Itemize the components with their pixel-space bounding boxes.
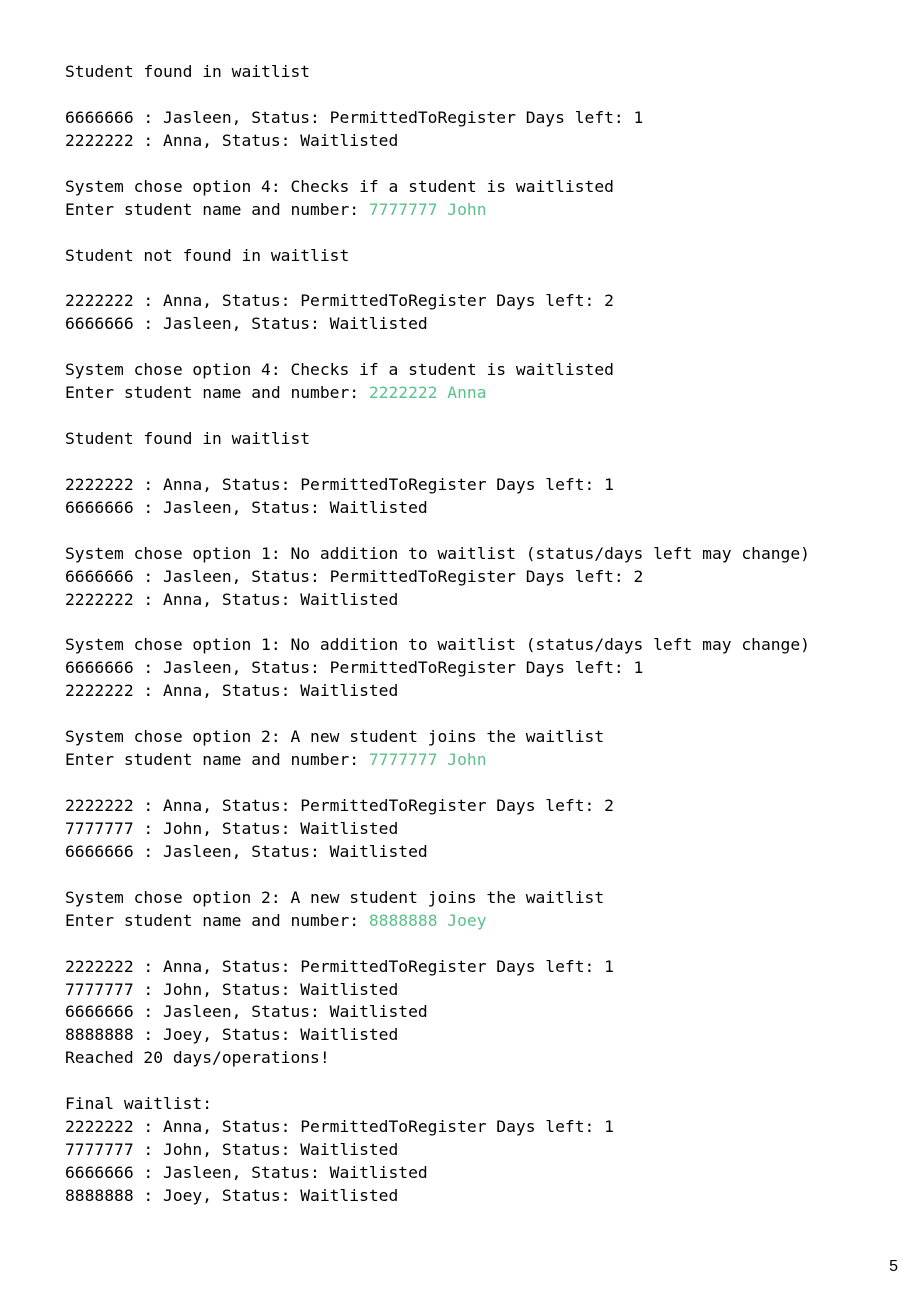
output-text: System chose option 2: A new student joins the waitlist xyxy=(65,887,605,907)
console-line xyxy=(65,887,905,910)
console-line xyxy=(65,1139,905,1162)
console-line xyxy=(65,979,905,1002)
output-text: 2222222 : Anna, Status: Waitlisted xyxy=(65,681,399,701)
console-line xyxy=(65,749,905,772)
blank-line xyxy=(65,933,905,956)
output-text: 6666666 : Jasleen, Status: PermittedToRegister Days left: 2 xyxy=(65,566,644,586)
blank-line xyxy=(65,451,905,474)
console-line xyxy=(65,61,905,84)
console-line xyxy=(65,818,905,841)
console-line xyxy=(65,1093,905,1116)
console-line xyxy=(65,290,905,313)
console-line xyxy=(65,543,905,566)
console-line xyxy=(65,589,905,612)
output-text: Reached 20 days/operations! xyxy=(65,1048,330,1068)
output-text: 6666666 : Jasleen, Status: Waitlisted xyxy=(65,1163,428,1182)
console-line xyxy=(65,359,905,382)
blank-line xyxy=(65,84,905,107)
output-text: System chose option 1: No addition to waitlist (status/days left may change) xyxy=(65,635,810,655)
user-input-text: 7777777 John xyxy=(368,750,487,770)
blank-line xyxy=(65,1070,905,1093)
output-text: 6666666 : Jasleen, Status: Waitlisted xyxy=(65,841,428,861)
console-line xyxy=(65,566,905,589)
console-line xyxy=(65,107,905,130)
output-text: Student found in waitlist xyxy=(65,429,311,448)
output-text: Student found in waitlist xyxy=(65,62,311,81)
output-text: System chose option 4: Checks if a student is waitlisted xyxy=(65,176,614,196)
output-text: 8888888 : Joey, Status: Waitlisted xyxy=(65,1185,399,1205)
output-text: 6666666 : Jasleen, Status: PermittedToRegister Days left: 1 xyxy=(65,658,644,678)
blank-line xyxy=(65,520,905,543)
blank-line xyxy=(65,267,905,290)
console-line xyxy=(65,1001,905,1024)
output-text: 6666666 : Jasleen, Status: PermittedToRegister Days left: 1 xyxy=(65,107,644,127)
output-text: 6666666 : Jasleen, Status: Waitlisted xyxy=(65,1002,428,1022)
console-line xyxy=(65,130,905,153)
output-text: Student not found in waitlist xyxy=(65,245,350,265)
console-line xyxy=(65,497,905,520)
console-line xyxy=(65,841,905,864)
output-text: 2222222 : Anna, Status: PermittedToRegister Days left: 1 xyxy=(65,956,614,976)
console-line xyxy=(65,956,905,979)
console-line xyxy=(65,1185,905,1208)
console-line xyxy=(65,428,905,451)
console-line xyxy=(65,657,905,680)
output-text: 8888888 : Joey, Status: Waitlisted xyxy=(65,1025,399,1045)
output-text: 2222222 : Anna, Status: PermittedToRegister Days left: 1 xyxy=(65,1117,614,1137)
blank-line xyxy=(65,772,905,795)
console-line xyxy=(65,910,905,933)
user-input-text: 8888888 Joey xyxy=(368,910,487,930)
blank-line xyxy=(65,612,905,635)
console-line xyxy=(65,313,905,336)
output-text: 7777777 : John, Status: Waitlisted xyxy=(65,818,399,838)
output-text: 7777777 : John, Status: Waitlisted xyxy=(65,979,399,999)
page-number: 5 xyxy=(889,1258,898,1275)
output-text: 2222222 : Anna, Status: PermittedToRegister Days left: 2 xyxy=(65,291,614,311)
user-input-text: 2222222 Anna xyxy=(368,383,487,403)
console-line xyxy=(65,382,905,405)
console-line xyxy=(65,795,905,818)
output-text: Enter student name and number: xyxy=(65,383,369,403)
output-text: 2222222 : Anna, Status: Waitlisted xyxy=(65,130,399,150)
blank-line xyxy=(65,703,905,726)
console-line xyxy=(65,176,905,199)
output-text: 7777777 : John, Status: Waitlisted xyxy=(65,1140,399,1160)
output-text: System chose option 4: Checks if a student is waitlisted xyxy=(65,360,614,380)
blank-line xyxy=(65,864,905,887)
output-text: 6666666 : Jasleen, Status: Waitlisted xyxy=(65,497,428,517)
console-line xyxy=(65,199,905,222)
output-text: 2222222 : Anna, Status: PermittedToRegister Days left: 1 xyxy=(65,474,614,494)
blank-line xyxy=(65,405,905,428)
output-text: Final waitlist: xyxy=(65,1094,213,1114)
output-text: 6666666 : Jasleen, Status: Waitlisted xyxy=(65,314,428,334)
console-line xyxy=(65,1047,905,1070)
output-text: Enter student name and number: xyxy=(65,910,369,930)
blank-line xyxy=(65,336,905,359)
console-output xyxy=(65,61,905,1208)
output-text: Enter student name and number: xyxy=(65,199,369,219)
user-input-text: 7777777 John xyxy=(368,199,487,219)
blank-line xyxy=(65,222,905,245)
output-text: System chose option 1: No addition to waitlist (status/days left may change) xyxy=(65,543,810,563)
console-line xyxy=(65,726,905,749)
console-line xyxy=(65,634,905,657)
console-line xyxy=(65,1116,905,1139)
console-line xyxy=(65,474,905,497)
output-text: 2222222 : Anna, Status: Waitlisted xyxy=(65,589,399,609)
blank-line xyxy=(65,153,905,176)
console-line xyxy=(65,1024,905,1047)
console-line xyxy=(65,1162,905,1185)
output-text: System chose option 2: A new student joins the waitlist xyxy=(65,727,605,747)
output-text: Enter student name and number: xyxy=(65,750,369,770)
output-text: 2222222 : Anna, Status: PermittedToRegister Days left: 2 xyxy=(65,796,614,815)
console-line xyxy=(65,245,905,268)
console-line xyxy=(65,680,905,703)
